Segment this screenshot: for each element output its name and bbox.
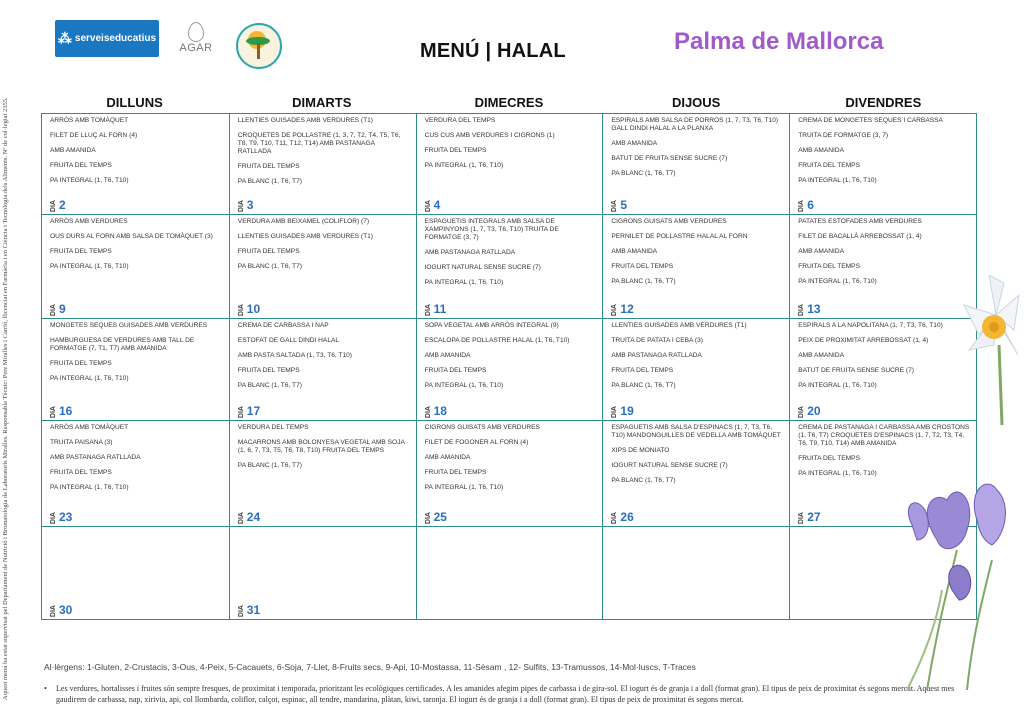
menu-item: PA INTEGRAL (1, T6, T10) (50, 177, 129, 184)
menu-item: PA INTEGRAL (1, T6, T10) (798, 177, 877, 184)
menu-week-row (42, 526, 976, 619)
day-label: DIA (424, 511, 432, 524)
menu-note-text: Les verdures, hortalisses i fruites són sempre fresques, de proximitat i temporada, prioritzant les ecològiques certificades. A les amanides afegim pipes de carbassa i de gira-sol. El iogurt és de granja i a doll (format gran). El tipus de peix de proximitat és segons mercat. Aquest mes gaudirem de carbassa, nap, xirivia, api, col llombarda, coliflor, calçot, espinac, all tendre, mandarina, plàtan, kiwi, taronja. El iogurt és de granja i a doll (format gran). El tipus de peix de proximitat és segons mercat. (56, 684, 955, 704)
day-marker (50, 302, 66, 316)
day-number: 19 (620, 404, 634, 418)
menu-item: PA INTEGRAL (1, T6, T10) (50, 263, 129, 270)
menu-item: BATUT DE FRUITA SENSE SUCRE (7) (611, 155, 728, 162)
menu-day-cell (416, 319, 603, 420)
menu-item: FRUITA DEL TEMPS (50, 162, 112, 169)
day-marker (238, 198, 254, 212)
menu-item: AMB PASTA SALTADA (1, T3, T6, T10) (237, 352, 353, 359)
day-number: 27 (807, 510, 821, 524)
menu-item: PA BLANC (1, T6, T7) (611, 278, 676, 285)
menu-item: LLENTIES GUISADES AMB VERDURES (T1) (237, 117, 374, 124)
day-label: DIA (237, 511, 245, 524)
menu-item: AMB PASTANAGA RATLLADA (50, 454, 141, 461)
people-icon: ⁂ (57, 30, 72, 46)
day-marker (611, 404, 633, 418)
day-label: DIA (798, 511, 806, 524)
day-number: 13 (807, 302, 821, 316)
menu-note (44, 683, 984, 705)
daffodil-illustration (944, 275, 1020, 425)
day-label: DIA (611, 405, 619, 418)
day-number: 17 (246, 404, 261, 418)
menu-item: FRUITA DEL TEMPS (50, 248, 112, 255)
agar-logo (176, 22, 216, 64)
menu-week-row (42, 318, 976, 420)
weekday-header: DIJOUS (671, 95, 721, 110)
menu-item: PA BLANC (1, T6, T7) (611, 170, 676, 177)
day-label: DIA (424, 199, 432, 212)
menu-day-cell (602, 421, 789, 526)
menu-item: TRUITA PAISANA (3) (50, 439, 113, 446)
day-marker (798, 404, 820, 418)
menu-item: CREMA DE PASTANAGA I CARBASSA AMB CROSTONS (1, T6, T7) CROQUETES D'ESPINACS (1, 7, T2, T3, T4, T6, T9, T10, T14) AMB AMANIDA (798, 424, 970, 447)
menu-item: AMB AMANIDA (611, 248, 658, 255)
menu-item: IOGURT NATURAL SENSE SUCRE (7) (611, 462, 728, 469)
menu-item: CIGRONS GUISATS AMB VERDURES (424, 424, 540, 431)
menu-day-cell (229, 319, 416, 420)
serveis-educatius-logo (55, 20, 159, 57)
menu-item: FRUITA DEL TEMPS (424, 469, 487, 476)
day-label: DIA (237, 604, 245, 617)
menu-item: PA INTEGRAL (1, T6, T10) (424, 484, 504, 491)
day-number: 10 (246, 302, 261, 316)
day-marker (798, 510, 820, 524)
menu-item: ESPAGUETIS AMB SALSA D'ESPINACS (1, 7, T3, T6, T10) MANDONGUILLES DE VEDELLA AMB TOMÀQUET (611, 424, 781, 439)
day-number: 11 (433, 302, 447, 316)
day-number: 5 (620, 198, 628, 212)
weekday-header: DILLUNS (106, 95, 163, 110)
menu-item: HAMBURGUESA DE VERDURES AMB TALL DE FORMATGE (7, T1, T7) AMB AMANIDA (50, 337, 195, 352)
menu-item: PA INTEGRAL (1, T6, T10) (798, 470, 877, 477)
menu-item: PERNILET DE POLLASTRE HALAL AL FORN (611, 233, 748, 240)
day-label: DIA (798, 405, 806, 418)
allergens-legend: Al·lèrgens: 1-Gluten, 2-Crustacis, 3-Ous, 4-Peix, 5-Cacauets, 6-Soja, 7-Llet, 8-Fruits secs, 9-Api, 10-Mostassa, 11-Sèsam , 12- Sulfits, 13-Tramussos, 14-Mol·luscs, T-Traces (44, 662, 696, 672)
menu-item: FRUITA DEL TEMPS (237, 367, 300, 374)
day-marker (50, 510, 72, 524)
menu-item: AMB AMANIDA (798, 147, 844, 154)
menu-item: AMB AMANIDA (798, 352, 844, 359)
agar-logo-text: AGAR (179, 42, 213, 54)
day-number: 16 (59, 404, 73, 418)
day-marker (425, 404, 447, 418)
menu-item: FRUITA DEL TEMPS (611, 367, 674, 374)
menu-day-cell (416, 215, 603, 318)
menu-item: AMB PASTANAGA RATLLADA (611, 352, 702, 359)
day-marker (425, 510, 447, 524)
menu-day-cell (229, 421, 416, 526)
menu-day-cell (229, 215, 416, 318)
day-marker (798, 198, 814, 212)
menu-item: PA BLANC (1, T6, T7) (611, 477, 676, 484)
menu-weeks (41, 113, 977, 620)
palm-trunk-icon (257, 43, 260, 59)
menu-week-row (42, 214, 976, 318)
menu-day-cell (42, 421, 229, 526)
menu-grid (41, 95, 977, 620)
menu-item: OUS DURS AL FORN AMB SALSA DE TOMÀQUET (3) (50, 233, 213, 240)
water-drop-icon (188, 22, 204, 42)
day-number: 18 (433, 404, 447, 418)
day-marker (238, 302, 260, 316)
menu-title: MENÚ | HALAL (420, 40, 566, 62)
menu-day-cell (229, 114, 416, 214)
menu-item: LLENTIES GUISADES AMB VERDURES (T1) (611, 322, 747, 329)
day-marker (425, 302, 447, 316)
day-marker (611, 510, 633, 524)
menu-item: AMB AMANIDA (611, 140, 658, 147)
menu-item: FRUITA DEL TEMPS (798, 162, 860, 169)
menu-week-row (42, 420, 976, 526)
menu-day-cell (602, 319, 789, 420)
menu-item: FRUITA DEL TEMPS (237, 163, 300, 170)
menu-day-cell (789, 114, 976, 214)
menu-item: ESPAGUETIS INTEGRALS AMB SALSA DE XAMPINYONS (1, 7, T3, T6, T10) TRUITA DE FORMATGE (3, 7) (424, 218, 559, 241)
menu-item: PATATES ESTOFADES AMB VERDURES (798, 218, 922, 225)
menu-item: ESPIRALS AMB SALSA DE PORROS (1, 7, T3, T6, T10) GALL DINDI HALAL A LA PLANXA (611, 117, 779, 132)
day-number: 26 (620, 510, 634, 524)
day-number: 2 (59, 198, 66, 212)
city-title: Palma de Mallorca (674, 28, 884, 55)
day-label: DIA (237, 303, 245, 316)
menu-item: MACARRONS AMB BOLONYESA VEGETAL AMB SOJA (1, 6, 7, T3, T5, T6, T8, T10) FRUITA DEL TEMPS (237, 439, 405, 454)
menu-item: MONGETES SEQUES GUISADES AMB VERDURES (50, 322, 208, 329)
menu-item: IOGURT NATURAL SENSE SUCRE (7) (424, 264, 541, 271)
menu-item: VERDURA DEL TEMPS (237, 424, 309, 431)
menu-item: PA INTEGRAL (1, T6, T10) (50, 484, 129, 491)
day-marker (238, 404, 260, 418)
day-marker (50, 198, 66, 212)
day-number: 4 (433, 198, 441, 212)
menu-day-cell (602, 215, 789, 318)
day-label: DIA (237, 405, 245, 418)
day-marker (425, 198, 441, 212)
menu-item: PA INTEGRAL (1, T6, T10) (798, 278, 877, 285)
menu-item: ESPIRALS A LA NAPOLITANA (1, 7, T3, T6, T10) (798, 322, 943, 329)
day-label: DIA (798, 199, 806, 212)
day-label: DIA (611, 303, 619, 316)
day-marker (611, 198, 627, 212)
serveis-educatius-logo-text: serveiseducatius (74, 33, 157, 44)
menu-item: AMB AMANIDA (424, 454, 471, 461)
day-number: 9 (59, 302, 66, 316)
day-label: DIA (424, 303, 432, 316)
menu-item: FRUITA DEL TEMPS (611, 263, 674, 270)
menu-item: CROQUETES DE POLLASTRE (1, 3, 7, T2, T4, T5, T6, T8, T9, T10, T11, T12, T14) AMB PASTANAGA RATLLADA (237, 132, 401, 155)
menu-item: FRUITA DEL TEMPS (424, 367, 487, 374)
menu-item: PA INTEGRAL (1, T6, T10) (424, 382, 504, 389)
day-number: 12 (620, 302, 634, 316)
palma-logo (236, 23, 282, 69)
day-label: DIA (50, 511, 57, 524)
day-number: 6 (807, 198, 814, 212)
menu-item: TRUITA DE FORMATGE (3, 7) (798, 132, 889, 139)
menu-item: FILET DE BACALLÀ ARREBOSSAT (1, 4) (798, 233, 922, 240)
menu-day-cell (42, 527, 229, 619)
menu-item: PEIX DE PROXIMITAT ARREBOSSAT (1, 4) (798, 337, 929, 344)
menu-item: AMB AMANIDA (798, 248, 844, 255)
day-number: 24 (246, 510, 261, 524)
menu-item: FILET DE FOGONER AL FORN (4) (424, 439, 529, 446)
crocus-illustration (897, 470, 1012, 690)
menu-day-cell (42, 319, 229, 420)
menu-day-cell (229, 527, 416, 619)
day-label: DIA (237, 199, 245, 212)
menu-item: VERDURA DEL TEMPS (424, 117, 496, 124)
menu-item: ARRÒS AMB TOMÀQUET (50, 117, 129, 124)
menu-item: ESCALOPA DE POLLASTRE HALAL (1, T6, T10) (424, 337, 570, 344)
day-number: 25 (433, 510, 447, 524)
menu-item: PA BLANC (1, T6, T7) (237, 462, 302, 469)
menu-item: ARRÒS AMB VERDURES (50, 218, 128, 225)
weekday-header: DIMECRES (474, 95, 544, 110)
menu-item: CIGRONS GUISATS AMB VERDURES (611, 218, 727, 225)
menu-item: FRUITA DEL TEMPS (798, 455, 860, 462)
menu-item: CUS CUS AMB VERDURES I CIGRONS (1) (424, 132, 555, 139)
menu-item: PA BLANC (1, T6, T7) (237, 263, 302, 270)
menu-day-cell (416, 421, 603, 526)
menu-item: CREMA DE MONGETES SEQUES I CARBASSA (798, 117, 943, 124)
day-marker (50, 404, 72, 418)
menu-day-cell (416, 527, 603, 619)
menu-day-cell (602, 114, 789, 214)
day-number: 20 (807, 404, 821, 418)
day-label: DIA (50, 303, 57, 316)
menu-item: TRUITA DE PATATA I CEBA (3) (611, 337, 703, 344)
menu-item: PA INTEGRAL (1, T6, T10) (424, 279, 504, 286)
menu-item: ESTOFAT DE GALL DINDI HALAL (237, 337, 340, 344)
menu-item: FRUITA DEL TEMPS (424, 147, 487, 154)
day-label: DIA (50, 199, 57, 212)
day-label: DIA (611, 511, 619, 524)
day-number: 30 (59, 603, 73, 617)
menu-item: FRUITA DEL TEMPS (50, 360, 112, 367)
menu-day-cell (42, 114, 229, 214)
weekday-header: DIVENDRES (845, 95, 922, 110)
menu-item: AMB PASTANAGA RATLLADA (424, 249, 516, 256)
day-marker (50, 603, 72, 617)
menu-item: CREMA DE CARBASSA I NAP (237, 322, 329, 329)
menu-item: PA BLANC (1, T6, T7) (237, 382, 302, 389)
menu-item: PA BLANC (1, T6, T7) (611, 382, 676, 389)
menu-item: VERDURA AMB BEIXAMEL (COLIFLOR) (7) (237, 218, 370, 225)
menu-day-cell (602, 527, 789, 619)
day-marker (238, 603, 260, 617)
menu-item: ARRÒS AMB TOMÀQUET (50, 424, 129, 431)
menu-item: FILET DE LLUÇ AL FORN (4) (50, 132, 138, 139)
bullet-icon: • (44, 684, 47, 693)
menu-item: AMB AMANIDA (50, 147, 96, 154)
weekday-header: DIMARTS (292, 95, 352, 110)
menu-item: FRUITA DEL TEMPS (50, 469, 112, 476)
menu-day-cell (42, 215, 229, 318)
menu-item: PA INTEGRAL (1, T6, T10) (50, 375, 129, 382)
menu-item: SOPA VEGETAL AMB ARRÒS INTEGRAL (9) (424, 322, 559, 329)
day-label: DIA (50, 405, 57, 418)
day-number: 3 (246, 198, 254, 212)
day-marker (611, 302, 633, 316)
menu-item: LLENTIES GUISADES AMB VERDURES (T1) (237, 233, 374, 240)
supervision-note: Aquest menú ha estat supervisat pel Departament de Nutrició i Bromatologia de Laboratoris Miralles. Responsable Tècnic: Pere Miralles i Carrió, llicenciat en Farmàcia i en Ciència i Tecnologia dels Aliments. Nº de col·legiat 2355. (2, 97, 9, 700)
day-label: DIA (50, 604, 57, 617)
day-number: 31 (246, 603, 261, 617)
day-label: DIA (611, 199, 619, 212)
menu-item: PA INTEGRAL (1, T6, T10) (798, 382, 877, 389)
day-marker (798, 302, 820, 316)
menu-item: PA BLANC (1, T6, T7) (237, 178, 302, 185)
menu-week-row (42, 114, 976, 214)
menu-day-cell (416, 114, 603, 214)
menu-item: FRUITA DEL TEMPS (798, 263, 860, 270)
day-label: DIA (798, 303, 806, 316)
menu-item: XIPS DE MONIATO (611, 447, 670, 454)
menu-item: BATUT DE FRUITA SENSE SUCRE (7) (798, 367, 914, 374)
day-marker (238, 510, 260, 524)
menu-item: FRUITA DEL TEMPS (237, 248, 300, 255)
menu-item: AMB AMANIDA (424, 352, 471, 359)
day-label: DIA (424, 405, 432, 418)
day-number: 23 (59, 510, 73, 524)
menu-item: PA INTEGRAL (1, T6, T10) (424, 162, 504, 169)
weekday-headers (41, 95, 977, 113)
